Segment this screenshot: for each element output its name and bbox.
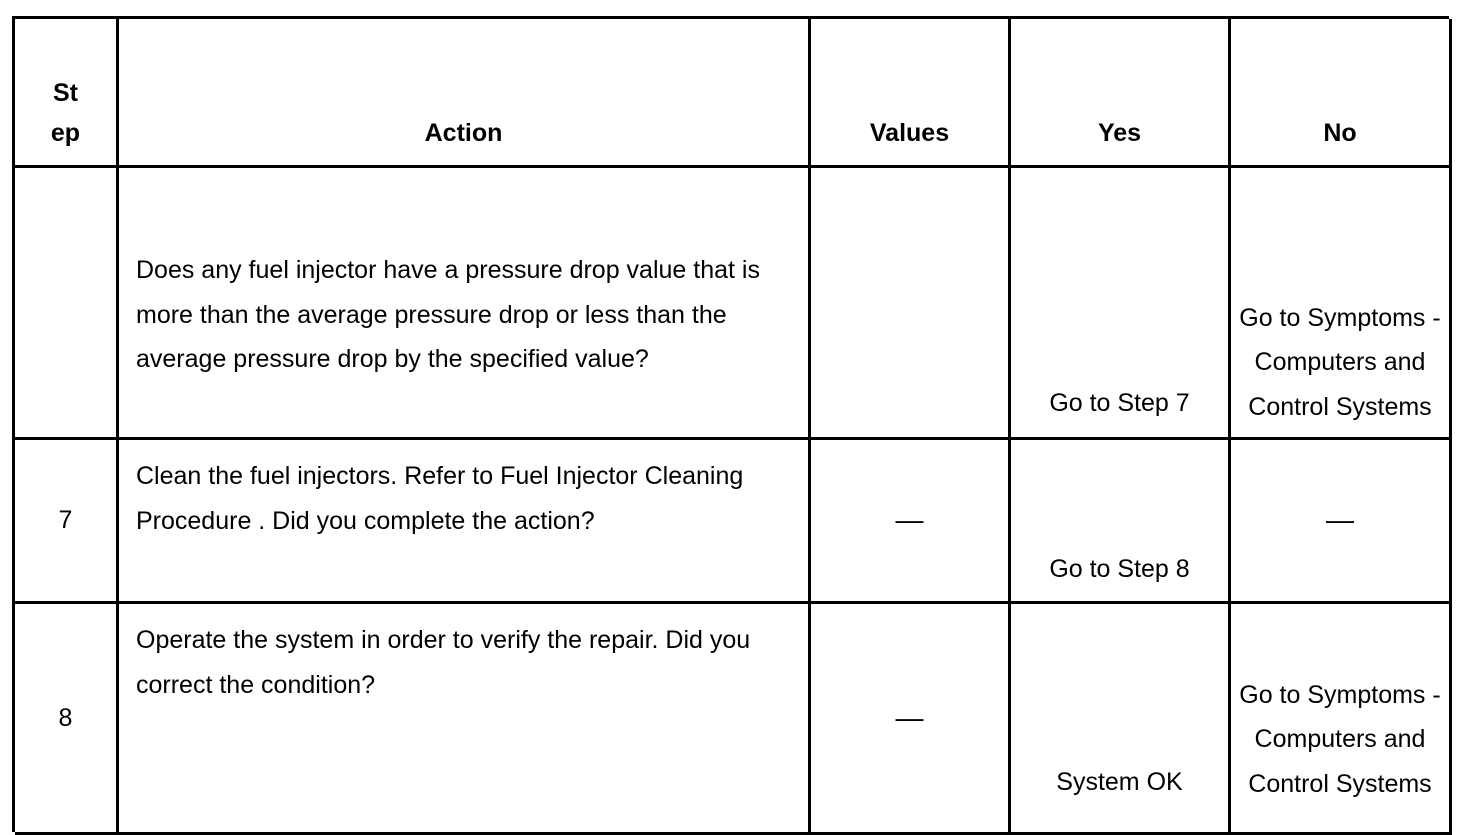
header-yes: Yes (1011, 19, 1231, 168)
row2-yes-text: Go to Step 8 (1049, 554, 1190, 583)
row1-values (811, 168, 1011, 440)
row2-step: 7 (15, 440, 119, 604)
row3-values: — (811, 604, 1011, 835)
row2-action (119, 440, 811, 604)
header-action: Action (119, 19, 811, 168)
row1-action-text: Does any fuel injector have a pressure drop value that is more than the average pressure drop or less than the average pressure drop by the specified value? (136, 256, 760, 373)
header-step-line1: St (53, 79, 78, 107)
row3-no-text: Go to Symptoms - Computers and Control Systems (1239, 680, 1441, 798)
row2-values: — (811, 440, 1011, 604)
row2-no: — (1231, 440, 1452, 604)
row3-step: 8 (15, 604, 119, 835)
row1-action (119, 168, 811, 440)
row3-yes (1011, 604, 1231, 835)
header-step-line2: ep (50, 119, 81, 147)
row2-yes (1011, 440, 1231, 604)
row3-action (119, 604, 811, 835)
diagnostic-table (12, 16, 1449, 832)
header-step (15, 19, 119, 168)
row3-action-text: Operate the system in order to verify the repair. Did you correct the condition? (136, 626, 751, 699)
header-values: Values (811, 19, 1011, 168)
row3-no (1231, 604, 1452, 835)
row2-action-text: Clean the fuel injectors. Refer to Fuel Injector Cleaning Procedure . Did you complete the action? (136, 462, 744, 535)
row1-no-text: Go to Symptoms - Computers and Control Systems (1239, 303, 1441, 421)
row1-step (15, 168, 119, 440)
row1-yes (1011, 168, 1231, 440)
row1-yes-text: Go to Step 7 (1049, 388, 1190, 417)
row1-no (1231, 168, 1452, 440)
row3-yes-text: System OK (1056, 767, 1183, 796)
header-no: No (1231, 19, 1452, 168)
